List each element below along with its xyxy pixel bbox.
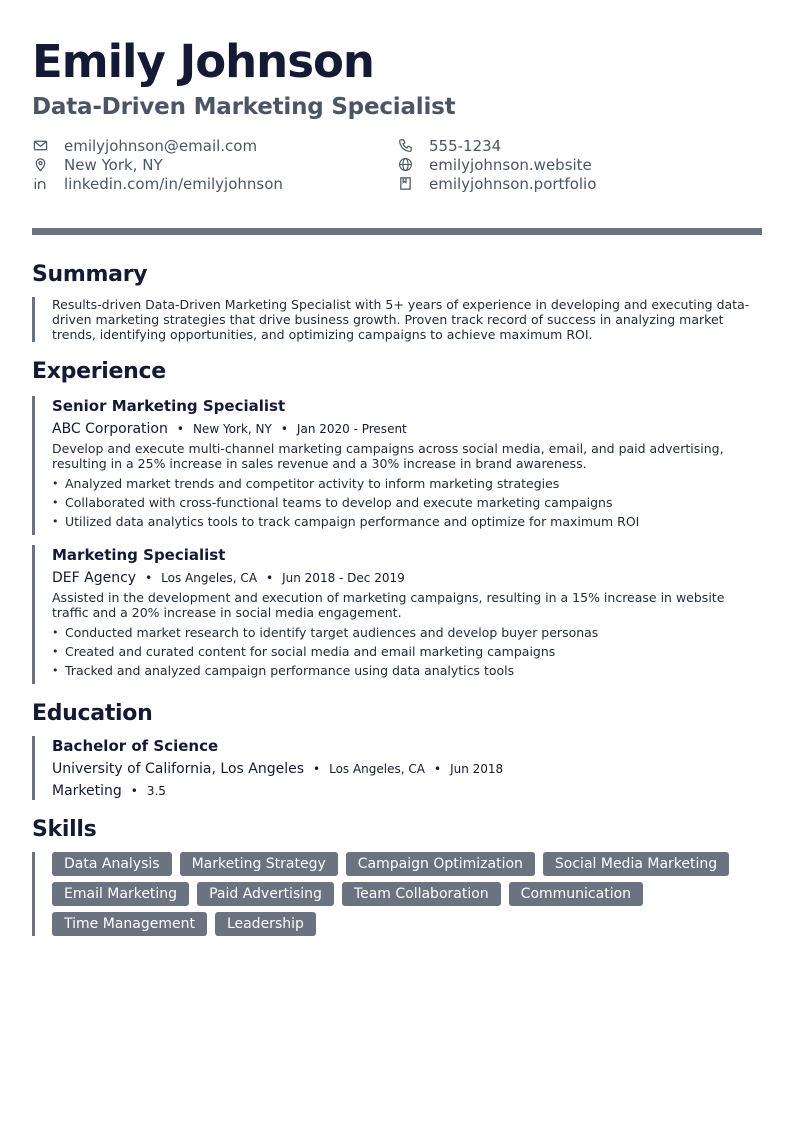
summary-heading: Summary <box>32 262 148 287</box>
education-gpa: 3.5 <box>146 784 166 798</box>
skill-tag: Time Management <box>52 912 207 936</box>
skill-tag: Team Collaboration <box>342 882 501 906</box>
candidate-title: Data-Driven Marketing Specialist <box>32 94 456 120</box>
job-entry <box>32 396 762 535</box>
job-dates: Jan 2020 - Present <box>296 422 407 436</box>
summary-text: Results-driven Data-Driven Marketing Specialist with 5+ years of experience in developing and executing data-driven marketing strategies that drive business growth. Proven track record of success in analyzing market trends, identifying opportunities, and optimizing campaigns to achieve maximum ROI. <box>52 297 750 342</box>
separator-dot: • <box>433 762 442 776</box>
job-description: Develop and execute multi-channel marketing campaigns across social media, email, and paid advertising, resulting in a 25% increase in sales revenue and a 30% increase in brand awareness. <box>52 441 724 471</box>
separator-dot: • <box>313 762 321 776</box>
skills-block <box>32 852 762 936</box>
skills-section <box>32 816 762 936</box>
education-date: Jun 2018 <box>450 762 504 776</box>
contact-info <box>32 136 762 193</box>
separator-dot: • <box>280 422 288 436</box>
education-heading: Education <box>32 701 153 726</box>
job-meta <box>52 569 762 587</box>
education-entry <box>32 736 762 800</box>
skill-tag: Communication <box>509 882 643 906</box>
mail-icon <box>32 138 48 154</box>
experience-section <box>32 358 762 684</box>
contact-portfolio-text: emilyjohnson.portfolio <box>429 174 597 193</box>
education-location: Los Angeles, CA <box>329 762 425 776</box>
separator-dot: • <box>266 571 274 585</box>
contact-column-right <box>397 136 762 193</box>
education-field-meta <box>52 782 762 800</box>
job-bullet: • Analyzed market trends and competitor activity to inform marketing strategies <box>52 474 762 493</box>
job-bullet: • Conducted market research to identify target audiences and develop buyer personas <box>52 623 762 642</box>
job-bullet: • Collaborated with cross-functional teams to develop and execute marketing campaigns <box>52 493 762 512</box>
education-meta <box>52 760 762 778</box>
separator-dot: • <box>130 784 138 798</box>
contact-location <box>32 155 397 174</box>
contact-email-text: emilyjohnson@email.com <box>64 136 258 155</box>
contact-phone-text: 555-1234 <box>429 136 502 155</box>
job-entry <box>32 545 762 684</box>
skill-tag: Paid Advertising <box>197 882 334 906</box>
globe-icon <box>397 157 413 173</box>
skill-tag: Leadership <box>215 912 316 936</box>
contact-website[interactable] <box>397 155 762 174</box>
experience-heading: Experience <box>32 359 166 384</box>
contact-portfolio[interactable] <box>397 174 762 193</box>
job-company: ABC Corporation <box>52 421 168 437</box>
job-bullets <box>52 474 762 531</box>
candidate-name: Emily Johnson <box>32 35 374 88</box>
job-bullets <box>52 623 762 680</box>
summary-section <box>32 261 762 342</box>
separator-dot: • <box>145 571 153 585</box>
skills-heading: Skills <box>32 817 97 842</box>
job-location: New York, NY <box>192 422 272 436</box>
job-dates: Jun 2018 - Dec 2019 <box>282 571 405 585</box>
separator-dot: • <box>176 422 184 436</box>
education-section <box>32 700 762 800</box>
job-bullet: • Created and curated content for social media and email marketing campaigns <box>52 642 762 661</box>
job-description: Assisted in the development and execution of marketing campaigns, resulting in a 15% increase in website traffic and a 20% increase in social media engagement. <box>52 590 725 620</box>
job-bullet: • Tracked and analyzed campaign performance using data analytics tools <box>52 661 762 680</box>
portfolio-icon <box>397 176 413 192</box>
phone-icon <box>397 138 413 154</box>
job-bullet: • Utilized data analytics tools to track campaign performance and optimize for maximum ROI <box>52 512 762 531</box>
contact-location-text: New York, NY <box>64 155 163 174</box>
skill-tag: Data Analysis <box>52 852 172 876</box>
location-pin-icon <box>32 157 48 173</box>
education-degree: Bachelor of Science <box>52 737 219 755</box>
job-location: Los Angeles, CA <box>161 571 258 585</box>
skill-tag: Campaign Optimization <box>346 852 535 876</box>
skill-tag: Email Marketing <box>52 882 189 906</box>
skills-list <box>52 852 752 936</box>
job-title: Marketing Specialist <box>52 546 226 564</box>
linkedin-icon <box>32 176 48 192</box>
summary-block <box>32 297 762 342</box>
skill-tag: Social Media Marketing <box>543 852 729 876</box>
contact-email[interactable] <box>32 136 397 155</box>
job-meta <box>52 420 762 438</box>
skill-tag: Marketing Strategy <box>180 852 338 876</box>
contact-website-text: emilyjohnson.website <box>429 155 592 174</box>
contact-linkedin-text: linkedin.com/in/emilyjohnson <box>64 174 283 193</box>
job-title: Senior Marketing Specialist <box>52 397 286 415</box>
education-field: Marketing <box>52 783 122 799</box>
contact-phone[interactable] <box>397 136 762 155</box>
education-school: University of California, Los Angeles <box>52 761 305 777</box>
contact-linkedin[interactable] <box>32 174 397 193</box>
header-divider <box>32 228 762 235</box>
job-company: DEF Agency <box>52 570 137 586</box>
contact-column-left <box>32 136 397 193</box>
